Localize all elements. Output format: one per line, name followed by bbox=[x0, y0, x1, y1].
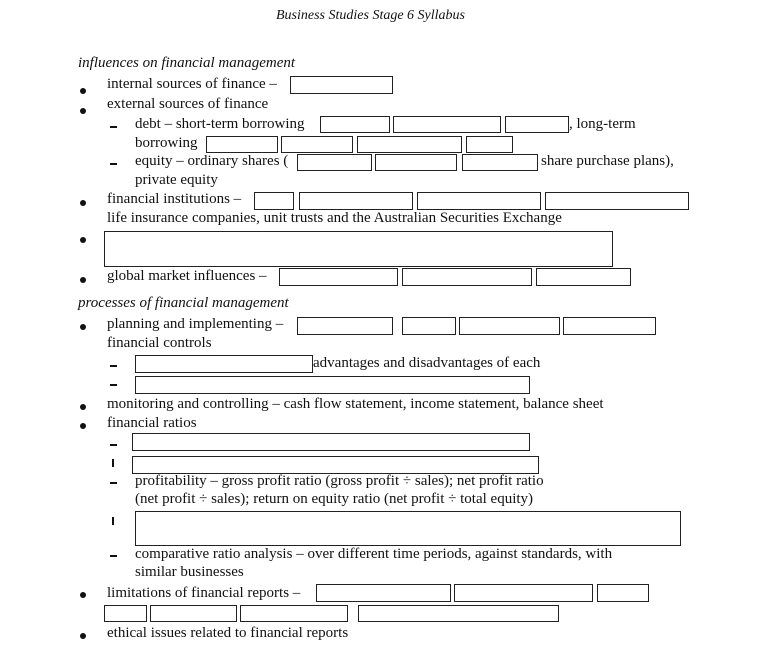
redacted-box bbox=[135, 376, 530, 394]
redacted-box bbox=[536, 268, 631, 286]
comparative-line-2: similar businesses bbox=[135, 564, 244, 580]
bullet bbox=[80, 277, 86, 283]
redacted-box bbox=[279, 268, 398, 286]
monitoring-label: monitoring and controlling – cash flow statement, income statement, balance sheet bbox=[107, 396, 604, 412]
external-sources-label: external sources of finance bbox=[107, 96, 269, 112]
redacted-box bbox=[459, 317, 560, 335]
dash bbox=[110, 444, 117, 446]
dash bbox=[110, 384, 117, 386]
redacted-box bbox=[299, 192, 413, 210]
dash bbox=[112, 517, 114, 525]
bullet bbox=[80, 423, 86, 429]
bullet bbox=[80, 633, 86, 639]
redacted-box bbox=[316, 584, 451, 602]
debt-label: debt – short-term borrowing bbox=[135, 116, 305, 132]
redacted-box bbox=[454, 584, 593, 602]
private-equity-label: private equity bbox=[135, 172, 218, 188]
redacted-box bbox=[135, 355, 313, 373]
bullet bbox=[80, 404, 86, 410]
redacted-box bbox=[402, 317, 456, 335]
redacted-box bbox=[240, 605, 348, 622]
section-heading-influences: influences on financial management bbox=[78, 55, 296, 71]
redacted-box bbox=[358, 605, 559, 622]
long-term-label: , long-term bbox=[569, 116, 636, 132]
redacted-box bbox=[206, 136, 278, 153]
redacted-box bbox=[417, 192, 541, 210]
redacted-box bbox=[150, 605, 237, 622]
redacted-box bbox=[357, 136, 462, 153]
share-purchase-label: share purchase plans), bbox=[541, 153, 674, 169]
bullet bbox=[80, 237, 86, 243]
redacted-box bbox=[281, 136, 353, 153]
bullet bbox=[80, 324, 86, 330]
dash bbox=[110, 365, 117, 367]
redacted-box bbox=[375, 154, 457, 171]
financial-ratios-label: financial ratios bbox=[107, 415, 197, 431]
redacted-box bbox=[132, 433, 530, 451]
financial-controls-label: financial controls bbox=[107, 335, 212, 351]
bullet bbox=[80, 108, 86, 114]
bullet bbox=[80, 200, 86, 206]
redacted-box bbox=[297, 154, 372, 171]
dash bbox=[112, 459, 114, 467]
redacted-box bbox=[254, 192, 294, 210]
bullet bbox=[80, 592, 86, 598]
redacted-box bbox=[320, 116, 390, 133]
redacted-box bbox=[104, 605, 147, 622]
ethical-issues-label: ethical issues related to financial reports bbox=[107, 625, 349, 641]
profitability-line-1: profitability – gross profit ratio (gross profit ÷ sales); net profit ratio bbox=[135, 473, 544, 489]
redacted-box bbox=[466, 136, 513, 153]
planning-label: planning and implementing – bbox=[107, 316, 284, 332]
redacted-box bbox=[393, 116, 501, 133]
redacted-box bbox=[297, 317, 393, 335]
equity-label: equity – ordinary shares ( bbox=[135, 153, 289, 169]
global-market-label: global market influences – bbox=[107, 268, 267, 284]
redacted-box bbox=[505, 116, 569, 133]
advantages-label: advantages and disadvantages of each bbox=[313, 355, 541, 371]
internal-sources-label: internal sources of finance – bbox=[107, 76, 277, 92]
comparative-line-1: comparative ratio analysis – over different time periods, against standards, with bbox=[135, 546, 613, 562]
limitations-label: limitations of financial reports – bbox=[107, 585, 301, 601]
redacted-box bbox=[462, 154, 538, 171]
redacted-box bbox=[290, 76, 393, 94]
dash bbox=[110, 482, 117, 484]
profitability-line-2: (net profit ÷ sales); return on equity ratio (net profit ÷ total equity) bbox=[135, 491, 534, 507]
institutions-continued: life insurance companies, unit trusts and the Australian Securities Exchange bbox=[107, 210, 562, 226]
section-heading-processes: processes of financial management bbox=[78, 295, 289, 311]
redacted-box bbox=[597, 584, 649, 602]
dash bbox=[110, 163, 117, 165]
dash bbox=[110, 555, 117, 557]
dash bbox=[110, 126, 117, 128]
bullet bbox=[80, 88, 86, 94]
redacted-box bbox=[135, 511, 681, 546]
institutions-label: financial institutions – bbox=[107, 191, 242, 207]
borrowing-label: borrowing bbox=[135, 135, 198, 151]
redacted-box bbox=[402, 268, 532, 286]
redacted-box bbox=[563, 317, 656, 335]
redacted-box bbox=[104, 231, 613, 267]
document-header-title: Business Studies Stage 6 Syllabus bbox=[276, 8, 465, 23]
redacted-box bbox=[545, 192, 689, 210]
